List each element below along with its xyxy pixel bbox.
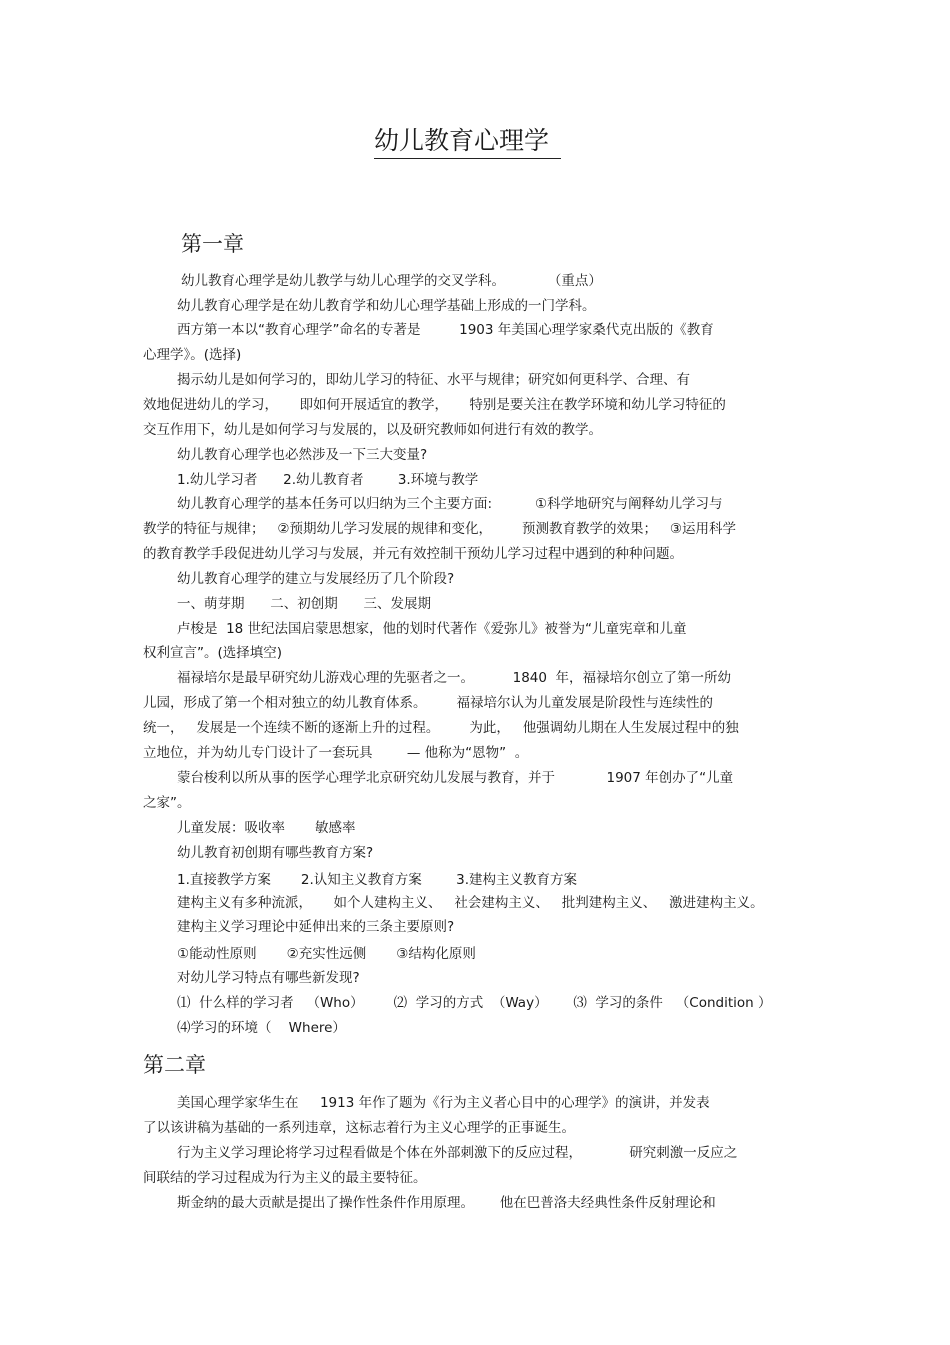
text-line: 建构主义学习理论中延伸出来的三条主要原则? (177, 919, 455, 935)
text-line: ⑴ 什么样的学习者 （Who） ⑵ 学习的方式 （Way） ⑶ 学习的条件 （Condition ） (177, 995, 772, 1011)
text-line: 揭示幼儿是如何学习的，即幼儿学习的特征、水平与规律；研究如何更科学、合理、有 (177, 372, 690, 388)
text-line: 交互作用下，幼儿是如何学习与发展的，以及研究教师如何进行有效的教学。 (143, 422, 602, 438)
text-line: 统一， 发展是一个连续不断的逐渐上升的过程。 为此， 他强调幼儿期在人生发展过程中的独 (143, 720, 739, 736)
text-line: 一、萌芽期 二、初创期 三、发展期 (177, 596, 431, 612)
text-line: 间联结的学习过程成为行为主义的最主要特征。 (143, 1170, 427, 1186)
text-line: 之家”。 (143, 795, 191, 811)
text-line: 西方第一本以“教育心理学”命名的专著是 1903 年美国心理学家桑代克出版的《教育 (177, 322, 714, 338)
text-line: 了以该讲稿为基础的一系列违章，这标志着行为主义心理学的正事诞生。 (143, 1120, 575, 1136)
text-line: 的教育教学手段促进幼儿学习与发展，并元有效控制干预幼儿学习过程中遇到的种种问题。 (143, 546, 683, 562)
text-line: 对幼儿学习特点有哪些新发现? (177, 970, 360, 986)
text-line: 立地位，并为幼儿专门设计了一套玩具 — 他称为“恩物” 。 (143, 745, 529, 761)
text-line: 福禄培尔是最早研究幼儿游戏心理的先驱者之一。 1840 年，福禄培尔创立了第一所幼 (177, 670, 732, 686)
text-line: 幼儿教育初创期有哪些教育方案? (177, 845, 374, 861)
text-line: 1.幼儿学习者 2.幼儿教育者 3.环境与教学 (177, 472, 479, 488)
text-line: ⑷学习的环境（ Where） (177, 1020, 346, 1036)
text-line: 斯金纳的最大贡献是提出了操作性条件作用原理。 他在巴普洛夫经典性条件反射理论和 (177, 1195, 716, 1211)
text-line: 儿园，形成了第一个相对独立的幼儿教育体系。 福禄培尔认为儿童发展是阶段性与连续性的 (143, 695, 714, 711)
text-line: 幼儿教育心理学的基本任务可以归纳为三个主要方面: ①科学地研究与阐释幼儿学习与 (177, 496, 723, 512)
text-line: 幼儿教育心理学的建立与发展经历了几个阶段? (177, 571, 455, 587)
text-line: 蒙台梭利以所从事的医学心理学北京研究幼儿发展与教育，并于 1907 年创办了“儿童 (177, 770, 734, 786)
text-line: 教学的特征与规律； ②预期幼儿学习发展的规律和变化， 预测教育教学的效果； ③运用科学 (143, 521, 736, 537)
text-line: 心理学》。(选择) (143, 347, 242, 363)
text-line: 美国心理学家华生在 1913 年作了题为《行为主义者心目中的心理学》的演讲，并发表 (177, 1095, 710, 1111)
text-line: ①能动性原则 ②充实性远侧 ③结构化原则 (177, 946, 476, 962)
document-title: 幼儿教育心理学 (374, 124, 561, 159)
text-line: 权利宣言”。(选择填空) (143, 645, 283, 661)
text-line: 效地促进幼儿的学习， 即如何开展适宜的教学， 特别是要关注在教学环境和幼儿学习特征的 (143, 397, 726, 413)
text-line: 卢梭是 18 世纪法国启蒙思想家，他的划时代著作《爱弥儿》被誉为“儿童宪章和儿童 (177, 621, 687, 637)
text-line: 幼儿教育心理学也必然涉及一下三大变量? (177, 447, 428, 463)
text-line: 儿童发展：吸收率 敏感率 (177, 820, 356, 836)
text-line: 幼儿教育心理学是在幼儿教育学和幼儿心理学基础上形成的一门学科。 (177, 298, 596, 314)
text-line: 建构主义有多种流派， 如个人建构主义、 社会建构主义、 批判建构主义、 激进建构主义。 (177, 895, 764, 911)
chapter-1-heading: 第一章 (181, 232, 244, 256)
text-line: 幼儿教育心理学是幼儿教学与幼儿心理学的交叉学科。 （重点） (181, 273, 602, 289)
text-line: 行为主义学习理论将学习过程看做是个体在外部刺激下的反应过程， 研究刺激一反应之 (177, 1145, 738, 1161)
chapter-2-heading: 第二章 (143, 1053, 206, 1077)
text-line: 1.直接教学方案 2.认知主义教育方案 3.建构主义教育方案 (177, 872, 578, 888)
